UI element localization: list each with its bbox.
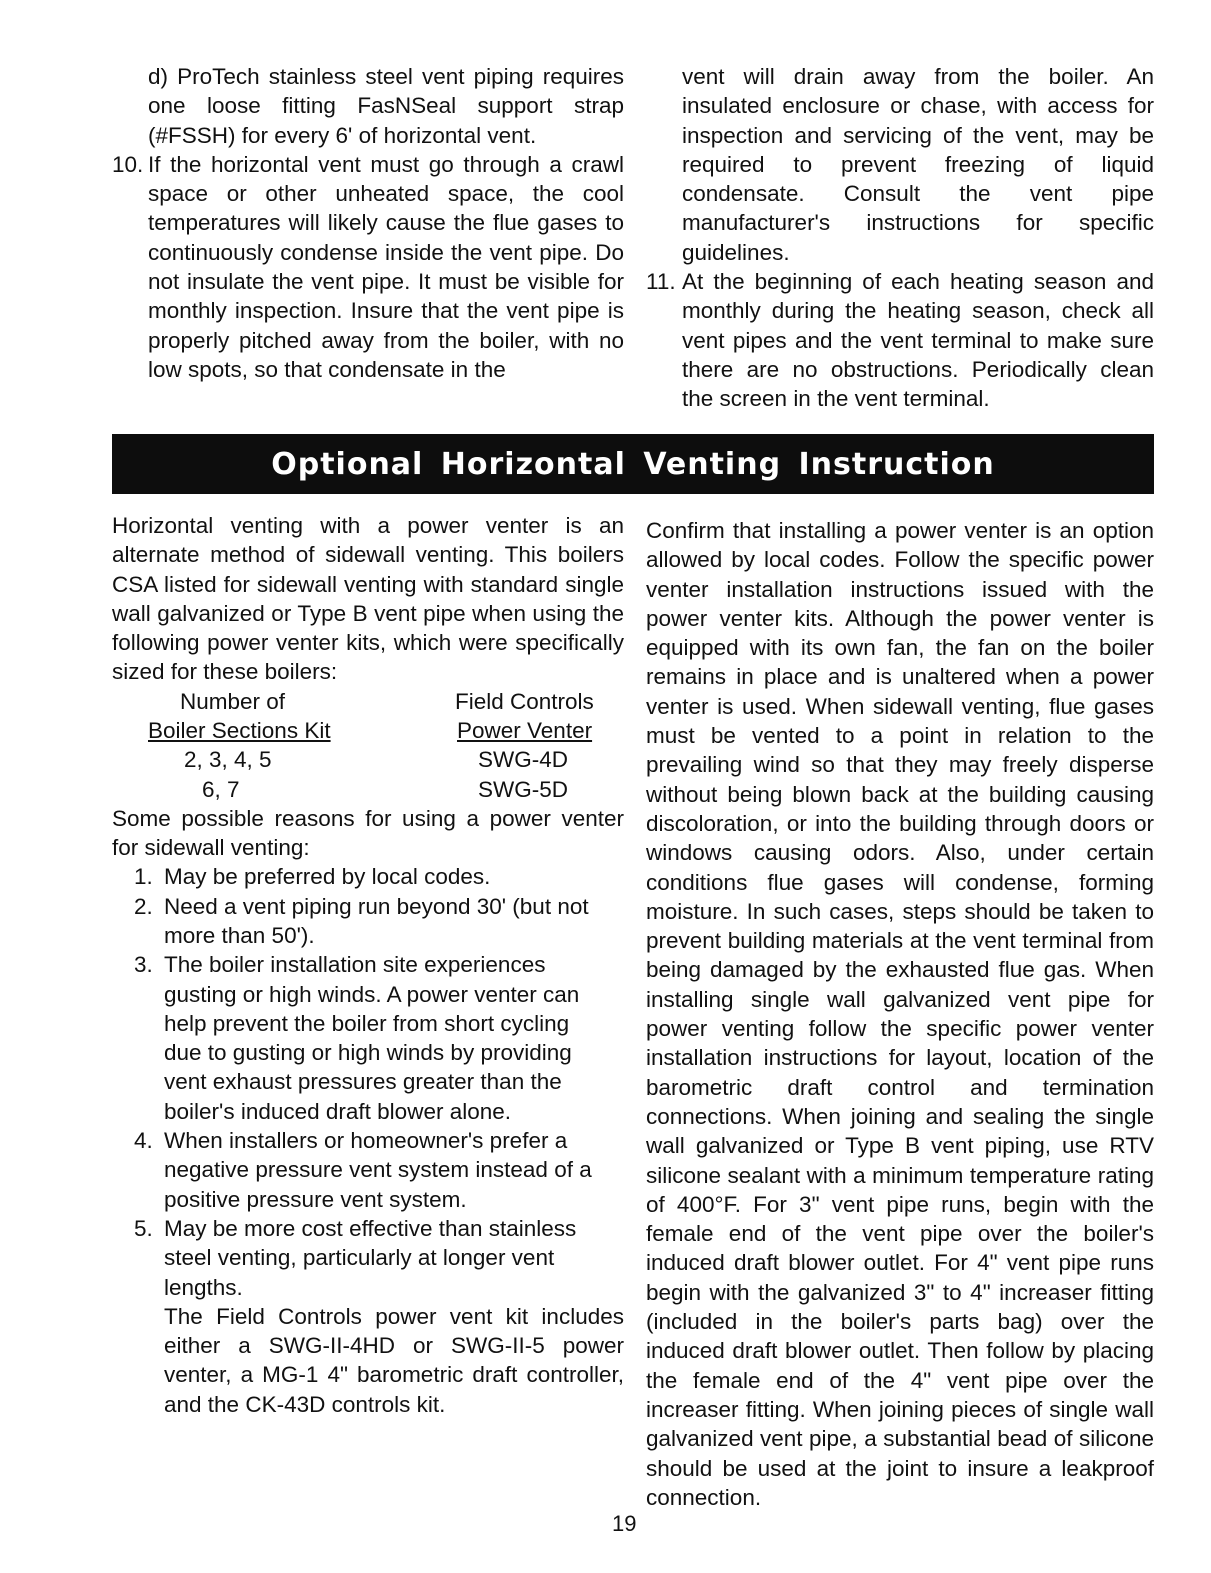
- reasons-intro: Some possible reasons for using a power venter for sidewall venting:: [112, 805, 624, 861]
- kit-col2-header-line1: Field Controls: [455, 688, 594, 714]
- kit-row2-sections: 6, 7: [202, 776, 240, 802]
- item-d-paragraph: d) ProTech stainless steel vent piping requires one loose fitting FasNSeal support strap (#FSSH) for every 6' of horizontal vent.: [148, 64, 624, 148]
- reason-item: [112, 862, 624, 891]
- page-number: 19: [612, 1511, 637, 1536]
- kit-col1-header-line1: Number of: [180, 688, 286, 714]
- reason-text: May be more cost effective than stainless steel venting, particularly at longer vent lengths.: [164, 1215, 577, 1300]
- reason-number: 4.: [134, 1128, 153, 1154]
- section-banner: [112, 434, 1154, 494]
- reason-item: [112, 1214, 624, 1302]
- right-column: [646, 516, 1154, 1512]
- top-left-column: [112, 62, 624, 384]
- kit-row1-venter: SWG-4D: [478, 746, 568, 772]
- item-11-text: At the beginning of each heating season and monthly during the heating season, check all vent pipes and the vent terminal to make sure there are no obstructions. Periodically clean the screen in the vent terminal.: [682, 269, 1154, 412]
- intro-paragraph: Horizontal venting with a power venter is an alternate method of sidewall venting. This boilers CSA listed for sidewall venting with standard single wall galvanized or Type B vent pipe when using the following power venter kits, which were specifically sized for these boilers:: [112, 513, 624, 685]
- reason-item: [112, 950, 624, 1126]
- section-title: Optional Horizontal Venting Instruction: [271, 446, 995, 482]
- item-11-number: 11.: [646, 269, 676, 295]
- reason-text: Need a vent piping run beyond 30' (but not more than 50').: [164, 893, 589, 948]
- top-right-column: [646, 62, 1154, 414]
- reason-item: [112, 892, 624, 951]
- reason-text: May be preferred by local codes.: [164, 864, 491, 890]
- reason-text: When installers or homeowner's prefer a negative pressure vent system instead of a positive pressure vent system.: [164, 1128, 592, 1212]
- reason-item: [112, 1126, 624, 1214]
- reason-number: 1.: [134, 864, 153, 890]
- left-column: [112, 511, 624, 1419]
- reason-number: 2.: [134, 893, 153, 919]
- item-10-continuation: vent will drain away from the boiler. An insulated enclosure or chase, with access for inspection and servicing of the vent, may be required to prevent freezing of liquid condensate. Consult the vent pipe manufacturer's instructions for specific guidelines.: [682, 64, 1154, 265]
- kit-col2-header-line2: Power Venter: [457, 717, 593, 743]
- kit-note: The Field Controls power vent kit includes either a SWG-II-4HD or SWG-II-5 power venter, a MG-1 4" barometric draft controller, and the CK-43D controls kit.: [164, 1303, 624, 1417]
- right-body-paragraph: Confirm that installing a power venter is an option allowed by local codes. Follow the specific power venter installation instructions issued with the power venter kits. Although the power venter is equipped with its own fan, the fan on the boiler remains in place and is unaltered when a power venter is used. When sidewall venting, flue gases must be vented to a point in relation to the prevailing wind so that they may freely disperse without being blown back at the building causing discoloration, or into the building through doors or windows causing odors. Also, under certain conditions flue gases will condense, forming moisture. In such cases, steps should be taken to prevent building materials at the vent terminal from being damaged by the exhausted flue gas. When installing single wall galvanized vent pipe for power venting follow the specific power venter installation instructions for layout, location of the barometric draft control and termination connections. When joining and sealing the single wall galvanized or Type B vent piping, use RTV silicone sealant with a minimum temperature rating of 400°F. For 3" vent pipe runs, begin with the female end of the vent pipe over the boiler's induced draft blower outlet. For 4" vent pipe runs begin with the galvanized 3" to 4" increaser fitting (included in the boiler's parts bag) over the induced draft blower outlet. Then follow by placing the female end of the 4" vent pipe over the increaser fitting. When joining pieces of single wall galvanized vent pipe, a substantial bead of silicone should be used at the joint to insure a leakproof connection.: [646, 518, 1154, 1510]
- reason-text: The boiler installation site experiences gusting or high winds. A power venter can help prevent the boiler from short cycling due to gusting or high winds by providing vent exhaust pressures greater than the boiler's induced draft blower alone.: [164, 952, 580, 1124]
- item-11: [646, 267, 1154, 413]
- item-10: [112, 150, 624, 384]
- kit-row1-sections: 2, 3, 4, 5: [184, 746, 272, 772]
- power-venter-kit-table: [112, 687, 624, 804]
- reason-number: 3.: [134, 952, 153, 978]
- kit-col1-header-line2: Boiler Sections Kit: [148, 717, 331, 743]
- reason-number: 5.: [134, 1215, 153, 1241]
- kit-row2-venter: SWG-5D: [478, 776, 568, 802]
- item-10-number: 10.: [112, 151, 144, 177]
- item-10-text: If the horizontal vent must go through a crawl space or other unheated space, the cool temperatures will likely cause the flue gases to continuously condense inside the vent pipe. Do not insulate the vent pipe. It must be visible for monthly inspection. Insure that the vent pipe is properly pitched away from the boiler, with no low spots, so that condensate in the: [148, 151, 624, 382]
